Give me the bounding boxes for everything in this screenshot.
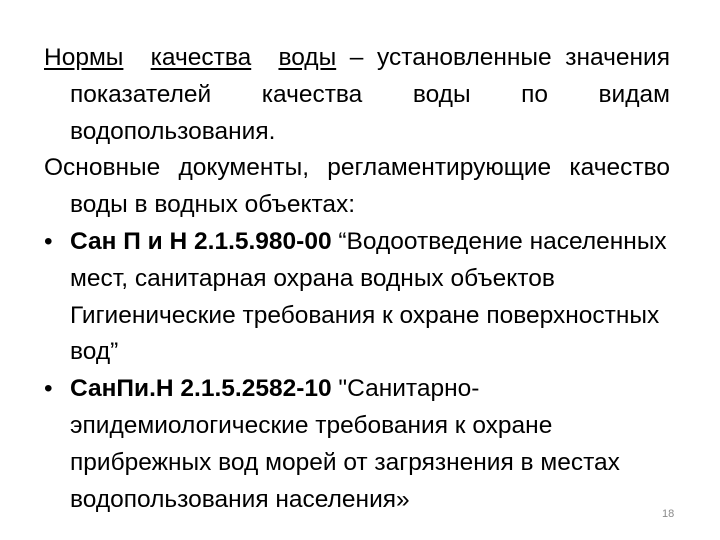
page-number: 18 <box>662 508 675 520</box>
document-title: “Водоотведение населенных мест, санитарная охрана водных объектов Гигиенические требования к охране поверхностных вод” <box>70 227 667 366</box>
list-item <box>44 371 670 518</box>
bullet-marker: • <box>44 227 53 255</box>
documents-intro: Основные документы, регламентирующие качество воды в водных объектах: <box>44 154 670 219</box>
document-code: Сан П и Н 2.1.5.980-00 <box>70 227 332 255</box>
document-title: "Санитарно-эпидемиологические требования к охране прибрежных вод морей от загрязнения в местах водопользования населения» <box>70 375 620 513</box>
documents-list <box>44 224 670 518</box>
term-word-norms: Нормы <box>44 44 124 71</box>
list-item <box>44 224 670 371</box>
bullet-marker: • <box>44 375 53 403</box>
definition-paragraph <box>44 40 670 150</box>
term-word-quality: качества <box>150 44 252 71</box>
slide-content <box>44 40 670 518</box>
term-word-water: воды <box>278 44 337 71</box>
document-code: СанПи.Н 2.1.5.2582-10 <box>70 375 332 403</box>
definition-text: – установленные значения показателей качества воды по видам водопользования. <box>70 44 670 145</box>
